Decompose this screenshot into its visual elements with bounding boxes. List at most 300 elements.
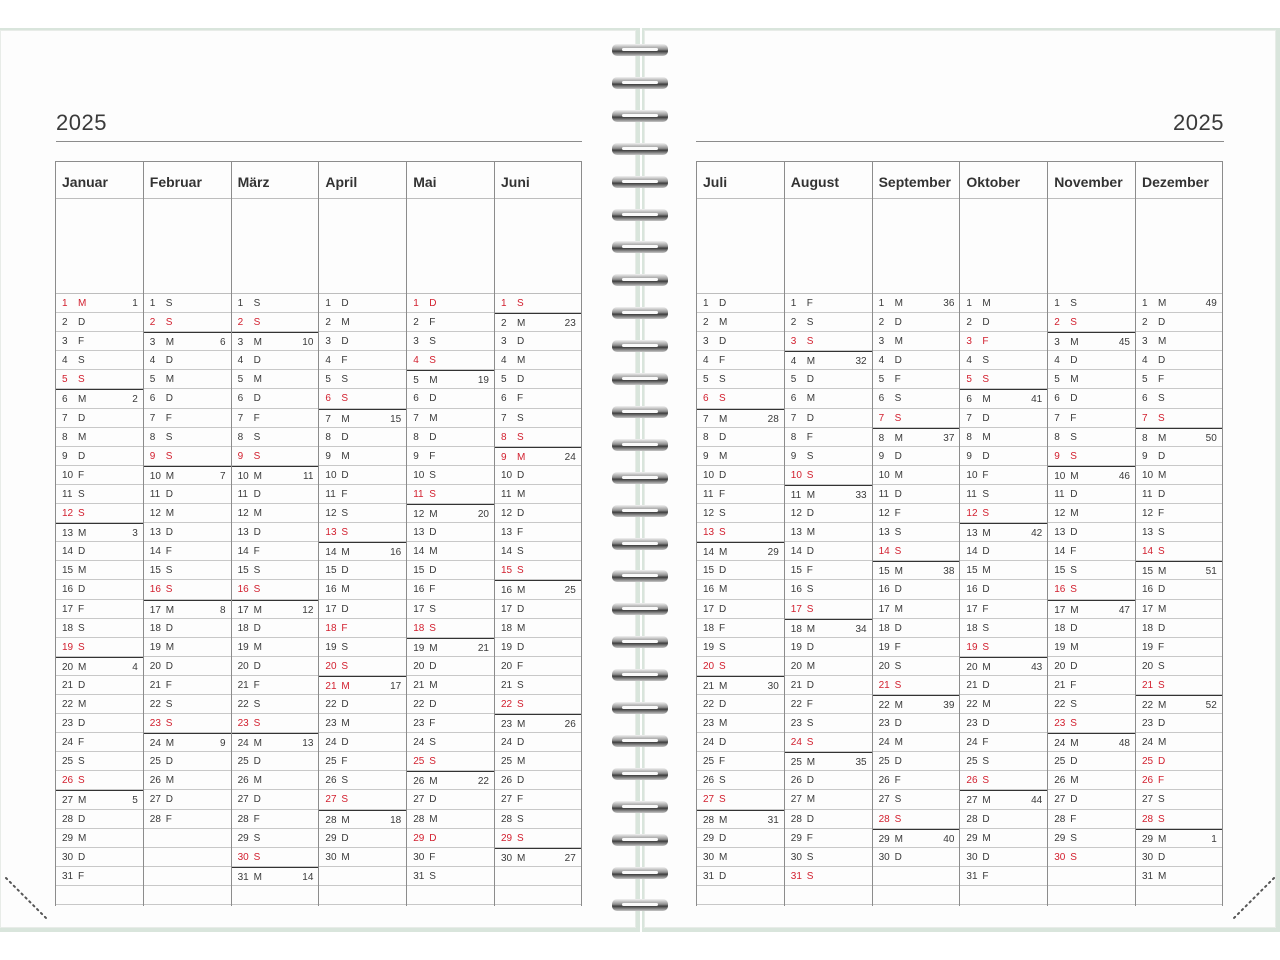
day-row[interactable] xyxy=(495,600,581,619)
day-row[interactable] xyxy=(1048,351,1135,370)
day-row[interactable] xyxy=(407,294,494,313)
day-row[interactable] xyxy=(785,600,872,619)
day-row[interactable] xyxy=(56,810,143,829)
day-row[interactable] xyxy=(1048,638,1135,657)
day-row[interactable] xyxy=(232,619,319,638)
day-row[interactable] xyxy=(960,714,1047,733)
day-row[interactable] xyxy=(1048,848,1135,867)
day-row[interactable] xyxy=(1048,600,1135,619)
day-row[interactable] xyxy=(56,867,143,886)
day-row[interactable] xyxy=(144,466,231,485)
day-row[interactable] xyxy=(960,332,1047,351)
day-row[interactable] xyxy=(407,810,494,829)
day-row[interactable] xyxy=(960,313,1047,332)
day-row[interactable] xyxy=(144,561,231,580)
day-row[interactable] xyxy=(1136,771,1222,790)
day-row[interactable] xyxy=(407,409,494,428)
day-row[interactable] xyxy=(144,428,231,447)
day-row[interactable] xyxy=(232,504,319,523)
day-row[interactable] xyxy=(319,351,406,370)
day-row[interactable] xyxy=(144,447,231,466)
day-row[interactable] xyxy=(232,676,319,695)
day-row[interactable] xyxy=(407,867,494,886)
day-row[interactable] xyxy=(495,790,581,809)
day-row[interactable] xyxy=(319,580,406,599)
day-row[interactable] xyxy=(319,294,406,313)
day-row[interactable] xyxy=(319,848,406,867)
day-row[interactable] xyxy=(697,389,784,408)
day-row[interactable] xyxy=(697,370,784,389)
day-row[interactable] xyxy=(144,313,231,332)
day-row[interactable] xyxy=(232,466,319,485)
day-row[interactable] xyxy=(960,752,1047,771)
day-row[interactable] xyxy=(697,733,784,752)
day-row[interactable] xyxy=(960,428,1047,447)
day-row[interactable] xyxy=(873,409,960,428)
day-row[interactable] xyxy=(1048,733,1135,752)
day-row[interactable] xyxy=(1048,676,1135,695)
day-row[interactable] xyxy=(495,485,581,504)
day-row[interactable] xyxy=(785,523,872,542)
day-row[interactable] xyxy=(873,714,960,733)
day-row[interactable] xyxy=(319,638,406,657)
month-notes-area[interactable] xyxy=(232,199,319,294)
month-notes-area[interactable] xyxy=(319,199,406,294)
day-row[interactable] xyxy=(407,561,494,580)
day-row[interactable] xyxy=(495,771,581,790)
day-row[interactable] xyxy=(873,504,960,523)
month-notes-area[interactable] xyxy=(697,199,784,294)
day-row[interactable] xyxy=(319,313,406,332)
day-row[interactable] xyxy=(56,504,143,523)
day-row[interactable] xyxy=(960,580,1047,599)
day-row[interactable] xyxy=(1136,810,1222,829)
day-row[interactable] xyxy=(785,542,872,561)
day-row[interactable] xyxy=(697,504,784,523)
day-row[interactable] xyxy=(319,389,406,408)
day-row[interactable] xyxy=(144,523,231,542)
day-row[interactable] xyxy=(873,428,960,447)
day-row[interactable] xyxy=(144,409,231,428)
day-row[interactable] xyxy=(144,294,231,313)
day-row[interactable] xyxy=(785,332,872,351)
day-row[interactable] xyxy=(1136,370,1222,389)
day-row[interactable] xyxy=(1048,790,1135,809)
day-row[interactable] xyxy=(1136,428,1222,447)
day-row[interactable] xyxy=(785,657,872,676)
day-row[interactable] xyxy=(697,810,784,829)
day-row[interactable] xyxy=(1136,829,1222,848)
day-row[interactable] xyxy=(1136,313,1222,332)
day-row[interactable] xyxy=(232,294,319,313)
day-row[interactable] xyxy=(56,714,143,733)
day-row[interactable] xyxy=(1048,370,1135,389)
day-row[interactable] xyxy=(495,714,581,733)
day-row[interactable] xyxy=(232,829,319,848)
day-row[interactable] xyxy=(232,313,319,332)
day-row[interactable] xyxy=(1136,580,1222,599)
day-row[interactable] xyxy=(1048,504,1135,523)
day-row[interactable] xyxy=(495,695,581,714)
day-row[interactable] xyxy=(1136,600,1222,619)
day-row[interactable] xyxy=(144,733,231,752)
day-row[interactable] xyxy=(873,676,960,695)
day-row[interactable] xyxy=(319,714,406,733)
day-row[interactable] xyxy=(495,733,581,752)
day-row[interactable] xyxy=(1048,332,1135,351)
day-row[interactable] xyxy=(407,351,494,370)
day-row[interactable] xyxy=(960,504,1047,523)
day-row[interactable] xyxy=(144,676,231,695)
day-row[interactable] xyxy=(697,466,784,485)
day-row[interactable] xyxy=(319,810,406,829)
day-row[interactable] xyxy=(1048,752,1135,771)
day-row[interactable] xyxy=(697,619,784,638)
day-row[interactable] xyxy=(319,466,406,485)
day-row[interactable] xyxy=(495,294,581,313)
day-row[interactable] xyxy=(785,485,872,504)
day-row[interactable] xyxy=(232,561,319,580)
day-row[interactable] xyxy=(56,409,143,428)
day-row[interactable] xyxy=(1136,638,1222,657)
day-row[interactable] xyxy=(407,313,494,332)
day-row[interactable] xyxy=(873,695,960,714)
day-row[interactable] xyxy=(319,695,406,714)
day-row[interactable] xyxy=(1048,695,1135,714)
day-row[interactable] xyxy=(960,848,1047,867)
day-row[interactable] xyxy=(960,867,1047,886)
day-row[interactable] xyxy=(697,829,784,848)
day-row[interactable] xyxy=(319,504,406,523)
day-row[interactable] xyxy=(232,771,319,790)
day-row[interactable] xyxy=(1136,676,1222,695)
day-row[interactable] xyxy=(56,428,143,447)
day-row[interactable] xyxy=(56,351,143,370)
day-row[interactable] xyxy=(1048,829,1135,848)
day-row[interactable] xyxy=(144,600,231,619)
day-row[interactable] xyxy=(697,676,784,695)
day-row[interactable] xyxy=(697,428,784,447)
day-row[interactable] xyxy=(1136,752,1222,771)
day-row[interactable] xyxy=(407,752,494,771)
day-row[interactable] xyxy=(960,389,1047,408)
day-row[interactable] xyxy=(232,523,319,542)
day-row[interactable] xyxy=(1048,771,1135,790)
day-row[interactable] xyxy=(785,638,872,657)
day-row[interactable] xyxy=(960,447,1047,466)
day-row[interactable] xyxy=(960,638,1047,657)
day-row[interactable] xyxy=(144,504,231,523)
day-row[interactable] xyxy=(697,542,784,561)
day-row[interactable] xyxy=(873,542,960,561)
day-row[interactable] xyxy=(232,485,319,504)
day-row[interactable] xyxy=(1048,561,1135,580)
day-row[interactable] xyxy=(697,867,784,886)
day-row[interactable] xyxy=(785,790,872,809)
day-row[interactable] xyxy=(56,790,143,809)
day-row[interactable] xyxy=(1136,867,1222,886)
day-row[interactable] xyxy=(495,389,581,408)
day-row[interactable] xyxy=(785,676,872,695)
day-row[interactable] xyxy=(319,485,406,504)
day-row[interactable] xyxy=(873,790,960,809)
day-row[interactable] xyxy=(960,676,1047,695)
day-row[interactable] xyxy=(785,619,872,638)
day-row[interactable] xyxy=(1048,428,1135,447)
day-row[interactable] xyxy=(56,294,143,313)
day-row[interactable] xyxy=(1136,695,1222,714)
day-row[interactable] xyxy=(144,790,231,809)
month-notes-area[interactable] xyxy=(960,199,1047,294)
day-row[interactable] xyxy=(407,504,494,523)
day-row[interactable] xyxy=(56,619,143,638)
day-row[interactable] xyxy=(232,370,319,389)
day-row[interactable] xyxy=(1136,848,1222,867)
day-row[interactable] xyxy=(407,466,494,485)
day-row[interactable] xyxy=(873,580,960,599)
day-row[interactable] xyxy=(1136,389,1222,408)
day-row[interactable] xyxy=(1048,313,1135,332)
day-row[interactable] xyxy=(232,332,319,351)
day-row[interactable] xyxy=(1136,351,1222,370)
day-row[interactable] xyxy=(144,370,231,389)
day-row[interactable] xyxy=(785,810,872,829)
day-row[interactable] xyxy=(407,523,494,542)
day-row[interactable] xyxy=(785,351,872,370)
day-row[interactable] xyxy=(232,867,319,886)
day-row[interactable] xyxy=(56,695,143,714)
day-row[interactable] xyxy=(697,447,784,466)
day-row[interactable] xyxy=(697,580,784,599)
day-row[interactable] xyxy=(1136,523,1222,542)
day-row[interactable] xyxy=(144,752,231,771)
day-row[interactable] xyxy=(144,810,231,829)
day-row[interactable] xyxy=(407,485,494,504)
day-row[interactable] xyxy=(960,351,1047,370)
day-row[interactable] xyxy=(232,542,319,561)
day-row[interactable] xyxy=(56,638,143,657)
day-row[interactable] xyxy=(407,657,494,676)
day-row[interactable] xyxy=(785,867,872,886)
day-row[interactable] xyxy=(495,829,581,848)
day-row[interactable] xyxy=(495,409,581,428)
day-row[interactable] xyxy=(1136,657,1222,676)
day-row[interactable] xyxy=(407,580,494,599)
day-row[interactable] xyxy=(873,485,960,504)
day-row[interactable] xyxy=(232,733,319,752)
day-row[interactable] xyxy=(785,580,872,599)
day-row[interactable] xyxy=(785,848,872,867)
day-row[interactable] xyxy=(232,810,319,829)
day-row[interactable] xyxy=(495,810,581,829)
day-row[interactable] xyxy=(960,294,1047,313)
day-row[interactable] xyxy=(1048,389,1135,408)
day-row[interactable] xyxy=(56,389,143,408)
day-row[interactable] xyxy=(407,790,494,809)
day-row[interactable] xyxy=(785,695,872,714)
day-row[interactable] xyxy=(407,542,494,561)
day-row[interactable] xyxy=(232,600,319,619)
day-row[interactable] xyxy=(144,657,231,676)
day-row[interactable] xyxy=(960,409,1047,428)
day-row[interactable] xyxy=(495,580,581,599)
day-row[interactable] xyxy=(960,810,1047,829)
day-row[interactable] xyxy=(319,676,406,695)
day-row[interactable] xyxy=(407,733,494,752)
day-row[interactable] xyxy=(960,619,1047,638)
day-row[interactable] xyxy=(56,752,143,771)
day-row[interactable] xyxy=(232,428,319,447)
day-row[interactable] xyxy=(697,313,784,332)
day-row[interactable] xyxy=(873,370,960,389)
day-row[interactable] xyxy=(144,695,231,714)
day-row[interactable] xyxy=(319,752,406,771)
day-row[interactable] xyxy=(873,848,960,867)
month-notes-area[interactable] xyxy=(144,199,231,294)
day-row[interactable] xyxy=(697,561,784,580)
day-row[interactable] xyxy=(697,332,784,351)
day-row[interactable] xyxy=(785,466,872,485)
day-row[interactable] xyxy=(697,848,784,867)
day-row[interactable] xyxy=(1136,619,1222,638)
day-row[interactable] xyxy=(785,561,872,580)
day-row[interactable] xyxy=(319,733,406,752)
day-row[interactable] xyxy=(873,810,960,829)
day-row[interactable] xyxy=(495,561,581,580)
day-row[interactable] xyxy=(232,638,319,657)
day-row[interactable] xyxy=(319,600,406,619)
day-row[interactable] xyxy=(144,714,231,733)
day-row[interactable] xyxy=(873,447,960,466)
day-row[interactable] xyxy=(319,561,406,580)
day-row[interactable] xyxy=(873,561,960,580)
day-row[interactable] xyxy=(319,542,406,561)
day-row[interactable] xyxy=(319,332,406,351)
day-row[interactable] xyxy=(697,600,784,619)
day-row[interactable] xyxy=(1048,466,1135,485)
day-row[interactable] xyxy=(960,790,1047,809)
day-row[interactable] xyxy=(56,771,143,790)
day-row[interactable] xyxy=(873,332,960,351)
day-row[interactable] xyxy=(56,600,143,619)
month-notes-area[interactable] xyxy=(873,199,960,294)
day-row[interactable] xyxy=(960,733,1047,752)
day-row[interactable] xyxy=(1048,485,1135,504)
day-row[interactable] xyxy=(407,714,494,733)
day-row[interactable] xyxy=(1048,294,1135,313)
day-row[interactable] xyxy=(407,638,494,657)
day-row[interactable] xyxy=(1136,447,1222,466)
day-row[interactable] xyxy=(144,542,231,561)
day-row[interactable] xyxy=(1048,447,1135,466)
day-row[interactable] xyxy=(56,370,143,389)
day-row[interactable] xyxy=(495,523,581,542)
day-row[interactable] xyxy=(319,829,406,848)
day-row[interactable] xyxy=(56,733,143,752)
day-row[interactable] xyxy=(1136,332,1222,351)
day-row[interactable] xyxy=(960,829,1047,848)
day-row[interactable] xyxy=(785,752,872,771)
day-row[interactable] xyxy=(407,848,494,867)
day-row[interactable] xyxy=(960,695,1047,714)
day-row[interactable] xyxy=(1136,561,1222,580)
day-row[interactable] xyxy=(1048,409,1135,428)
day-row[interactable] xyxy=(232,714,319,733)
day-row[interactable] xyxy=(495,752,581,771)
day-row[interactable] xyxy=(1136,409,1222,428)
day-row[interactable] xyxy=(407,695,494,714)
day-row[interactable] xyxy=(232,752,319,771)
day-row[interactable] xyxy=(873,657,960,676)
day-row[interactable] xyxy=(56,542,143,561)
day-row[interactable] xyxy=(319,657,406,676)
day-row[interactable] xyxy=(960,542,1047,561)
day-row[interactable] xyxy=(960,561,1047,580)
month-notes-area[interactable] xyxy=(495,199,581,294)
day-row[interactable] xyxy=(785,829,872,848)
day-row[interactable] xyxy=(873,466,960,485)
day-row[interactable] xyxy=(495,848,581,867)
day-row[interactable] xyxy=(785,294,872,313)
month-notes-area[interactable] xyxy=(407,199,494,294)
day-row[interactable] xyxy=(1048,542,1135,561)
day-row[interactable] xyxy=(56,466,143,485)
day-row[interactable] xyxy=(319,447,406,466)
day-row[interactable] xyxy=(1136,466,1222,485)
day-row[interactable] xyxy=(495,447,581,466)
day-row[interactable] xyxy=(56,580,143,599)
day-row[interactable] xyxy=(1048,523,1135,542)
day-row[interactable] xyxy=(873,829,960,848)
day-row[interactable] xyxy=(873,351,960,370)
day-row[interactable] xyxy=(873,733,960,752)
day-row[interactable] xyxy=(873,600,960,619)
day-row[interactable] xyxy=(495,542,581,561)
day-row[interactable] xyxy=(56,848,143,867)
day-row[interactable] xyxy=(407,447,494,466)
day-row[interactable] xyxy=(56,829,143,848)
day-row[interactable] xyxy=(1136,790,1222,809)
day-row[interactable] xyxy=(697,790,784,809)
day-row[interactable] xyxy=(232,848,319,867)
day-row[interactable] xyxy=(873,619,960,638)
day-row[interactable] xyxy=(697,657,784,676)
day-row[interactable] xyxy=(144,389,231,408)
day-row[interactable] xyxy=(232,790,319,809)
day-row[interactable] xyxy=(56,657,143,676)
day-row[interactable] xyxy=(407,428,494,447)
day-row[interactable] xyxy=(960,771,1047,790)
day-row[interactable] xyxy=(319,428,406,447)
day-row[interactable] xyxy=(319,619,406,638)
day-row[interactable] xyxy=(407,771,494,790)
day-row[interactable] xyxy=(407,370,494,389)
day-row[interactable] xyxy=(960,523,1047,542)
day-row[interactable] xyxy=(144,351,231,370)
day-row[interactable] xyxy=(697,752,784,771)
day-row[interactable] xyxy=(56,485,143,504)
day-row[interactable] xyxy=(495,332,581,351)
day-row[interactable] xyxy=(960,657,1047,676)
day-row[interactable] xyxy=(407,829,494,848)
day-row[interactable] xyxy=(1048,580,1135,599)
day-row[interactable] xyxy=(232,580,319,599)
day-row[interactable] xyxy=(960,370,1047,389)
day-row[interactable] xyxy=(495,428,581,447)
day-row[interactable] xyxy=(495,370,581,389)
day-row[interactable] xyxy=(495,351,581,370)
day-row[interactable] xyxy=(1048,619,1135,638)
